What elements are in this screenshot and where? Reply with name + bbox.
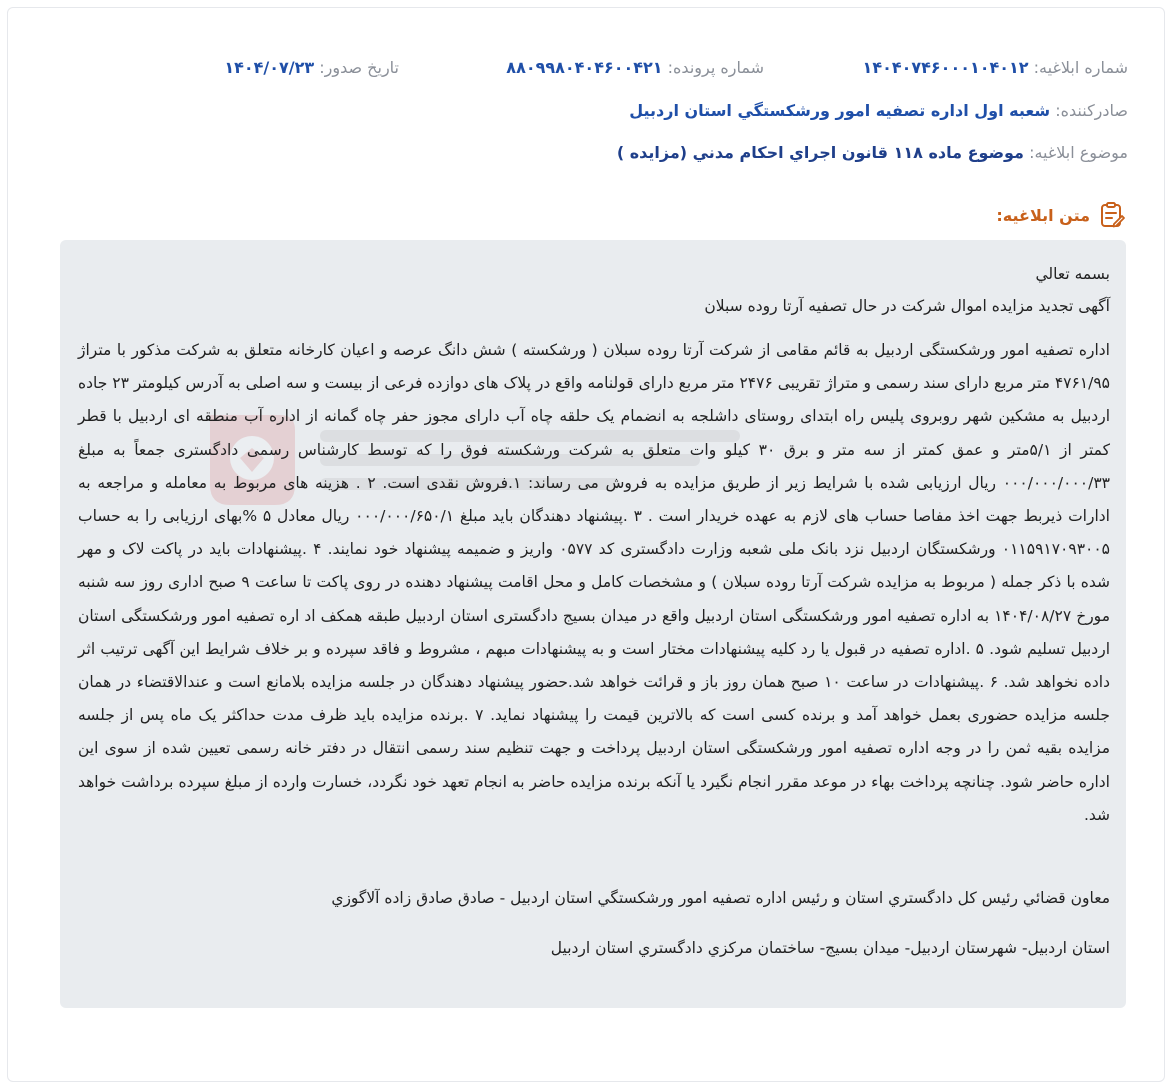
- case-number-row: [506, 58, 764, 77]
- notice-number-value: ۱۴۰۴۰۷۴۶۰۰۰۱۰۴۰۱۲: [862, 58, 1029, 77]
- issuer-value: شعبه اول اداره تصفيه امور ورشكستگي استان اردبيل: [629, 101, 1051, 120]
- case-number-value: ۸۸۰۹۹۸۰۴۰۴۶۰۰۴۲۱: [506, 58, 663, 77]
- subject-value: موضوع ماده ۱۱۸ قانون اجراي احكام مدني (مزايده ): [616, 143, 1024, 162]
- notice-text-header: [996, 201, 1126, 229]
- basmala-line: بسمه تعالي: [1035, 265, 1110, 283]
- address-line: استان اردبيل- شهرستان اردبيل- ميدان بسيج- ساختمان مركزي دادگستري استان اردبيل: [550, 939, 1110, 958]
- issue-date-value: ۱۴۰۴/۰۷/۲۳: [224, 58, 315, 77]
- issue-date-row: [224, 58, 399, 77]
- notice-number-label: شماره ابلاغيه:: [1033, 58, 1128, 77]
- section-title: متن ابلاغيه:: [996, 205, 1090, 225]
- document-icon: [1098, 201, 1126, 229]
- subject-row: [617, 143, 1128, 162]
- issuer-row: [629, 101, 1128, 120]
- case-number-label: شماره پرونده:: [667, 58, 764, 77]
- issue-date-label: تاريخ صدور:: [319, 58, 399, 77]
- notice-text: [78, 258, 1110, 964]
- notice-heading: آگهی تجدید مزایده اموال شرکت در حال تصفیه آرتا روده سبلان: [704, 297, 1110, 315]
- subject-label: موضوع ابلاغيه:: [1029, 143, 1128, 162]
- notice-content-box: [60, 240, 1126, 1008]
- notice-body-paragraph: اداره تصفیه امور ورشکستگی اردبیل به قائم مقامی از شرکت آرتا روده سبلان ( ورشکسته ) شش دانگ عرصه و اعیان کارخانه متعلق به شرکت مذکور با متراژ ۴۷۶۱/۹۵ متر مربع دارای سند رسمی و متراژ تقریبی ۲۴۷۶ متر مربع دارای قولنامه واقع در پلاک های دوازده فرعی از بیست و سه اصلی به آدرس کیلومتر ۲۳ جاده اردبیل به مشکین شهر روبروی پلیس راه ابتدای روستای داشلجه به انضمام یک حلقه چاه آب دارای مجوز حفر چاه گمانه از اداره آب منطقه ای اردبیل با قطر کمتر از ۵/۱متر و عمق کمتر از سه متر و برق ۳۰ کیلو وات متعلق به شرکت ورشکسته فوق را که توسط کارشناس رسمی دادگستری جمعاً به مبلغ ۰۰۰/۰۰۰/۰۰۰/۳۳ ریال ارزیابی شده با شرایط زیر از طریق مزایده به فروش می رساند: ۱.فروش نقدی است. ۲ . هزینه های مربوط به معامله و مراجعه به ادارات ذیربط جهت اخذ مفاصا حساب های لازم به عهده خریدار است . ۳ .پیشنهاد دهندگان باید مبلغ ۰۰۰/۰۰۰/۶۵۰/۱ ریال معادل ۵ %بهای ارزیابی را به حساب ۰۱۱۵۹۱۷۰۹۳۰۰۵ ورشکستگان اردبیل نزد بانک ملی شعبه وزارت دادگستری کد ۰۵۷۷ واریز و ضمیمه پیشنهاد خود نمایند. ۴ .پیشنهادات باید در پاکت لاک و مهر شده با ذکر جمله ( مربوط به مزایده شرکت آرتا روده سبلان ) و مشخصات کامل و محل اقامت پیشنهاد دهنده در روی پاکت تا ساعت ۹ صبح اداری روز سه شنبه مورخ ۱۴۰۴/۰۸/۲۷ به اداره تصفیه امور ورشکستگی استان اردبیل واقع در میدان بسیج دادگستری استان اردبیل طبقه همکف اد اره تصفیه امور ورشکستگی استان اردبیل تسلیم شود. ۵ .اداره تصفیه در قبول یا رد کلیه پیشنهادات مختار است و به پیشنهادات مبهم ، مشروط و فاقد سپرده و بر خلاف شرایط این آگهی ترتیب اثر داده نخواهد شد. ۶ .پیشنهادات در ساعت ۱۰ صبح همان روز باز و قرائت خواهد شد.حضور پیشنهاد دهندگان در جلسه مزایده بلامانع است و عندالاقتضاء در همان جلسه مزایده حضوری بعمل خواهد آمد و برنده کسی است که بالاترین قیمت را پیشنهاد نماید. ۷ .برنده مزایده باید ظرف مدت حداکثر یک ماه پس از جلسه مزایده بقیه ثمن را در وجه اداره تصفیه امور ورشکستگی استان اردبیل پرداخت و جهت تنظیم سند رسمی انتقال در دفتر خانه رسمی تعیین شده از سوی این اداره حاضر شود. چنانچه پرداخت بهاء در موعد مقرر انجام نگیرد یا آنکه برنده مزایده حاضر به انجام تعهد خود نگردد، خسارت وارده از مبلغ سپرده برداشت خواهد شد.: [77, 341, 1110, 824]
- issuer-label: صادرکننده:: [1055, 101, 1128, 120]
- notice-number-row: [863, 58, 1128, 77]
- signature-line: معاون قضائي رئيس كل دادگستري استان و رئيس اداره تصفيه امور ورشكستگي استان اردبيل - صادق صادق زاده آلاگوزي: [331, 889, 1110, 908]
